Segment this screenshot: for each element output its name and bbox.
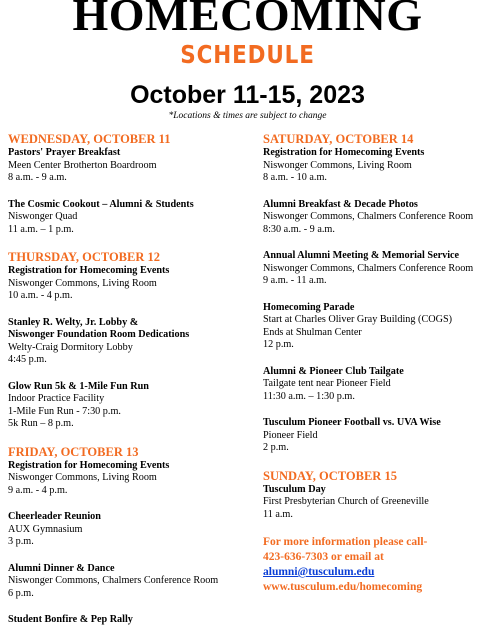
event-name: Tusculum Day [263, 483, 326, 495]
event-time: 11:30 a.m. – 1:30 p.m. [263, 390, 355, 402]
event-location: Niswonger Commons, Chalmers Conference Room [263, 262, 474, 274]
event-location: Niswonger Commons, Chalmers Conference Room [263, 211, 474, 222]
event-name: Registration for Homecoming Events [8, 459, 170, 471]
day-section-thursday [8, 250, 248, 431]
day-heading: FRIDAY, OCTOBER 13 [8, 444, 139, 459]
event-name-continued: Niswonger Foundation Room Dedications [8, 329, 190, 340]
event-item [8, 614, 248, 627]
event-location: Pioneer Field [263, 429, 318, 441]
page-title: HOMECOMING [72, 0, 423, 40]
event-location: Tailgate tent near Pioneer Field [263, 378, 391, 389]
event-name: Glow Run 5k & 1-Mile Fun Run [8, 380, 149, 392]
more-info-block [263, 535, 493, 595]
event-time: 4:45 p.m. [8, 354, 47, 365]
event-name: Alumni & Pioneer Club Tailgate [263, 365, 404, 377]
event-item [8, 381, 248, 431]
day-section-sunday [263, 469, 493, 522]
event-location: Welty-Craig Dormitory Lobby [8, 341, 133, 353]
day-heading: WEDNESDAY, OCTOBER 11 [8, 132, 171, 146]
event-location: First Presbyterian Church of Greeneville [263, 496, 429, 507]
event-name: Alumni Breakfast & Decade Photos [263, 198, 418, 210]
event-item [263, 366, 493, 404]
change-note: *Locations & times are subject to change [168, 111, 327, 121]
event-dates: October 11-15, 2023 [130, 81, 365, 109]
event-name: Registration for Homecoming Events [263, 147, 425, 158]
event-location: Indoor Practice Facility [8, 393, 105, 404]
event-location: Niswonger Commons, Living Room [263, 159, 412, 171]
event-item [8, 199, 248, 237]
day-heading: THURSDAY, OCTOBER 12 [8, 250, 161, 264]
event-time: 6 p.m. [8, 587, 34, 599]
left-column [8, 132, 248, 641]
email-link[interactable]: alumni@tusculum.edu [263, 566, 375, 578]
day-section-wednesday [8, 132, 248, 236]
website-text[interactable]: www.tusculum.edu/homecoming [263, 581, 423, 593]
event-name: Stanley R. Welty, Jr. Lobby & [8, 316, 139, 328]
event-location: Start at Charles Oliver Gray Building (COGS) [263, 314, 453, 325]
event-item [8, 317, 248, 367]
event-time: 8:30 a.m. - 9 a.m. [263, 223, 335, 235]
event-time: 8 a.m. - 10 a.m. [263, 172, 327, 183]
event-name: The Cosmic Cookout – Alumni & Students [8, 198, 194, 210]
day-section-saturday [263, 132, 493, 455]
event-item [263, 302, 493, 352]
event-item [263, 417, 493, 455]
event-item [8, 563, 248, 601]
event-time: 9 a.m. - 11 a.m. [263, 275, 327, 286]
event-name: Pastors' Prayer Breakfast [8, 147, 121, 158]
event-item [263, 199, 493, 237]
event-name: Tusculum Pioneer Football vs. UVA Wise [263, 417, 441, 428]
event-name: Cheerleader Reunion [8, 511, 101, 522]
event-time: 11 a.m. – 1 p.m. [8, 223, 74, 235]
event-time: 3 p.m. [8, 536, 34, 547]
event-location: Niswonger Commons, Living Room [8, 472, 157, 483]
event-time: 12 p.m. [263, 339, 294, 350]
event-time: 8 a.m. - 9 a.m. [8, 172, 67, 183]
event-item [263, 147, 493, 185]
event-item [8, 511, 248, 549]
event-location: Meen Center Brotherton Boardroom [8, 159, 157, 171]
event-time: 2 p.m. [263, 442, 289, 453]
event-time: 9 a.m. - 4 p.m. [8, 484, 68, 496]
event-location: Niswonger Commons, Chalmers Conference Room [8, 575, 219, 586]
event-location: Niswonger Commons, Living Room [8, 277, 157, 289]
day-section-friday [8, 445, 248, 627]
event-item [8, 147, 248, 185]
more-info-line: For more information please call- [263, 536, 428, 548]
event-location: Niswonger Quad [8, 211, 78, 222]
event-item [8, 460, 248, 498]
phone-line: 423-636-7303 or email at [263, 551, 384, 563]
event-name: Registration for Homecoming Events [8, 265, 170, 276]
event-name: Homecoming Parade [263, 301, 355, 313]
event-item [263, 484, 493, 522]
event-location: Ends at Shulman Center [263, 326, 362, 338]
event-location: AUX Gymnasium [8, 523, 83, 535]
page-subtitle: SCHEDULE [180, 40, 315, 69]
event-time: 11 a.m. [263, 508, 293, 520]
event-time: 5k Run – 8 p.m. [8, 418, 74, 429]
event-name: Student Bonfire & Pep Rally [8, 614, 133, 625]
event-name: Alumni Dinner & Dance [8, 562, 115, 574]
event-time: 1-Mile Fun Run - 7:30 p.m. [8, 405, 121, 417]
day-heading: SATURDAY, OCTOBER 14 [263, 132, 414, 146]
event-name: Annual Alumni Meeting & Memorial Service [263, 250, 460, 261]
day-heading: SUNDAY, OCTOBER 15 [263, 468, 397, 483]
event-time: 10 a.m. - 4 p.m. [8, 290, 73, 301]
event-item [263, 250, 493, 288]
right-column [263, 132, 493, 595]
event-item [8, 265, 248, 303]
